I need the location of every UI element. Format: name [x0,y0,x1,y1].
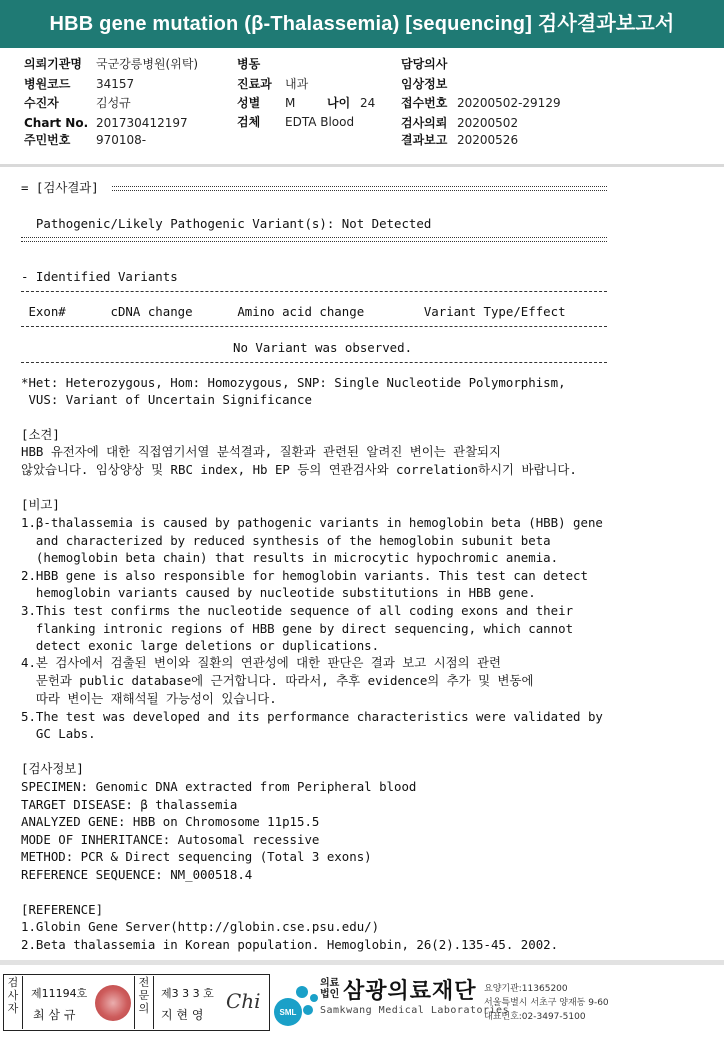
age-value: 24 [360,96,376,110]
result-rule [21,237,607,242]
info-value: 20200502-29129 [457,96,561,110]
examiner-label-char: 검 [7,976,19,989]
specialist-label-char: 전 [138,976,150,989]
specialist-name: 지 현 영 [161,1008,204,1022]
info-row-department [237,77,308,92]
examiner-label-char: 사 [7,989,19,1002]
age-label: 나이 [327,96,351,110]
variant-table-header: Exon# cDNA change Amino acid change Variant Type/Effect [21,304,566,319]
info-value: M [285,96,296,110]
testinfo-line: SPECIMEN: Genomic DNA extracted from Peripheral blood [21,779,417,794]
opinion-title: [소견] [21,427,60,442]
remark-line: 따라 변이는 재해석될 가능성이 있습니다. [21,691,277,706]
info-row-resident-no [24,133,146,148]
patient-info-panel [0,48,724,166]
info-label: 결과보고 [401,133,448,147]
info-value: 201730412197 [96,116,188,130]
info-value: 20200526 [457,133,519,147]
info-value: EDTA Blood [285,115,355,129]
info-row-institution [24,57,198,72]
opinion-line-1: HBB 유전자에 대한 직접염기서열 분석결과, 질환과 관련된 알려진 변이는 관찰되지 [21,444,501,459]
info-label: Chart No. [24,116,89,130]
footer-divider [0,960,724,965]
opinion-line-2: 않았습니다. 임상양상 및 RBC index, Hb EP 등의 연관검사와 correlation하시기 바랍니다. [21,462,577,477]
info-row-chart-no [24,116,188,131]
testinfo-title: [검사정보] [21,761,84,776]
header-divider [0,164,724,167]
specialist-label [134,976,154,1029]
info-label: 수진자 [24,96,59,110]
contact-line: 서울특별시 서초구 양재동 9-60 [484,998,609,1008]
table-rule-top [21,291,607,292]
info-row-ward [237,57,285,72]
examiner-name: 최 삼 규 [33,1008,76,1022]
contact-line: 대표번호:02-3497-5100 [484,1012,586,1022]
info-label: 검사의뢰 [401,116,448,130]
testinfo-line: MODE OF INHERITANCE: Autosomal recessive [21,832,320,847]
contact-line: 요양기관:11365200 [484,984,568,994]
info-row-sex [237,96,375,111]
abbrev-line-2: VUS: Variant of Uncertain Significance [21,392,312,407]
info-row-hospital-code [24,77,134,92]
remark-line: 2.HBB gene is also responsible for hemoglobin variants. This test can detect [21,568,588,583]
brand-prefix-line: 법인 [320,989,340,1000]
info-label: 임상정보 [401,77,448,91]
abbrev-line-1: *Het: Heterozygous, Hom: Homozygous, SNP: Single Nucleotide Polymorphism, [21,375,566,390]
brand-name: 삼광의료재단 [343,979,477,1004]
remark-line: 1.β-thalassemia is caused by pathogenic variants in hemoglobin beta (HBB) gene [21,515,603,530]
remarks-title: [비고] [21,497,60,512]
reference-line: 2.Beta thalassemia in Korean population. Hemoglobin, 26(2).135-45. 2002. [21,937,559,952]
specialist-signature: Chi [226,989,261,1013]
remark-line: (hemoglobin beta chain) that results in microcytic hypochromic anemia. [21,550,559,565]
remark-line: flanking intronic regions of HBB gene by direct sequencing, which cannot [21,621,574,636]
info-value: 970108- [96,133,147,147]
info-label: 접수번호 [401,96,448,110]
remark-line: hemoglobin variants caused by nucleotide substitutions in HBB gene. [21,585,536,600]
info-value: 20200502 [457,116,519,130]
info-row-report-date [401,133,518,148]
info-label: 진료과 [237,77,272,91]
remark-line: 3.This test confirms the nucleotide sequence of all coding exons and their [21,603,574,618]
sml-logo-text: SML [279,1008,297,1017]
examiner-label [4,976,23,1029]
specialist-license-no: 제3 3 3 호 [161,987,214,1000]
result-header: = [검사결과] [21,180,107,195]
info-row-patient [24,96,131,111]
examiner-license-no: 제11194호 [31,987,88,1000]
reference-line: 1.Globin Gene Server(http://globin.cse.psu.edu/) [21,919,380,934]
info-row-receipt-no [401,96,561,111]
identified-variants-header: - Identified Variants [21,269,178,284]
brand-prefix [320,978,339,1000]
remark-line: 5.The test was developed and its performance characteristics were validated by [21,709,603,724]
info-label: 병동 [237,57,261,71]
testinfo-line: REFERENCE SEQUENCE: NM_000518.4 [21,867,253,882]
remark-line: 문헌과 public database에 근거합니다. 따라서, 추후 evidence의 추가 및 변동에 [21,673,534,688]
info-row-request-date [401,116,518,131]
no-variant-text: No Variant was observed. [233,340,413,355]
examiner-seal-stamp [95,985,131,1021]
info-value: 34157 [96,77,135,91]
testinfo-line: TARGET DISEASE: β thalassemia [21,797,238,812]
signature-box [3,974,270,1031]
testinfo-line: METHOD: PCR & Direct sequencing (Total 3 exons) [21,849,372,864]
info-label: 검체 [237,115,261,129]
info-label: 주민번호 [24,133,71,147]
table-rule-bottom [21,362,607,363]
remark-line: detect exonic large deletions or duplications. [21,638,380,653]
table-rule-mid [21,326,607,327]
examiner-label-char: 자 [7,1002,19,1015]
remark-line: and characterized by reduced synthesis of the hemoglobin subunit beta [21,533,551,548]
report-title: HBB gene mutation (β-Thalassemia) [sequencing] 검사결과보고서 [0,0,724,48]
info-label: 의뢰기관명 [24,57,82,71]
remark-line: 4.본 검사에서 검출된 변이와 질환의 연관성에 대한 판단은 결과 보고 시점의 관련 [21,655,501,670]
testinfo-line: ANALYZED GENE: HBB on Chromosome 11p15.5 [21,814,320,829]
remark-line: GC Labs. [21,726,96,741]
info-label: 담당의사 [401,57,448,71]
info-label: 병원코드 [24,77,71,91]
info-row-doctor [401,57,457,72]
info-row-clinical-info [401,77,457,92]
info-value: 김성규 [96,96,131,110]
specialist-label-char: 의 [138,1002,150,1015]
specialist-label-char: 문 [138,989,150,1002]
info-value: 국군강릉병원(위탁) [96,57,199,71]
result-line: Pathogenic/Likely Pathogenic Variant(s): Not Detected [21,216,432,231]
brand-prefix-line: 의료 [320,978,340,989]
info-value: 내과 [285,77,309,91]
result-header-rule [112,186,607,191]
reference-title: [REFERENCE] [21,902,104,917]
info-label: 성별 [237,96,261,110]
brand-english-name: Samkwang Medical Laboratories [320,1005,510,1016]
info-row-specimen [237,115,354,130]
